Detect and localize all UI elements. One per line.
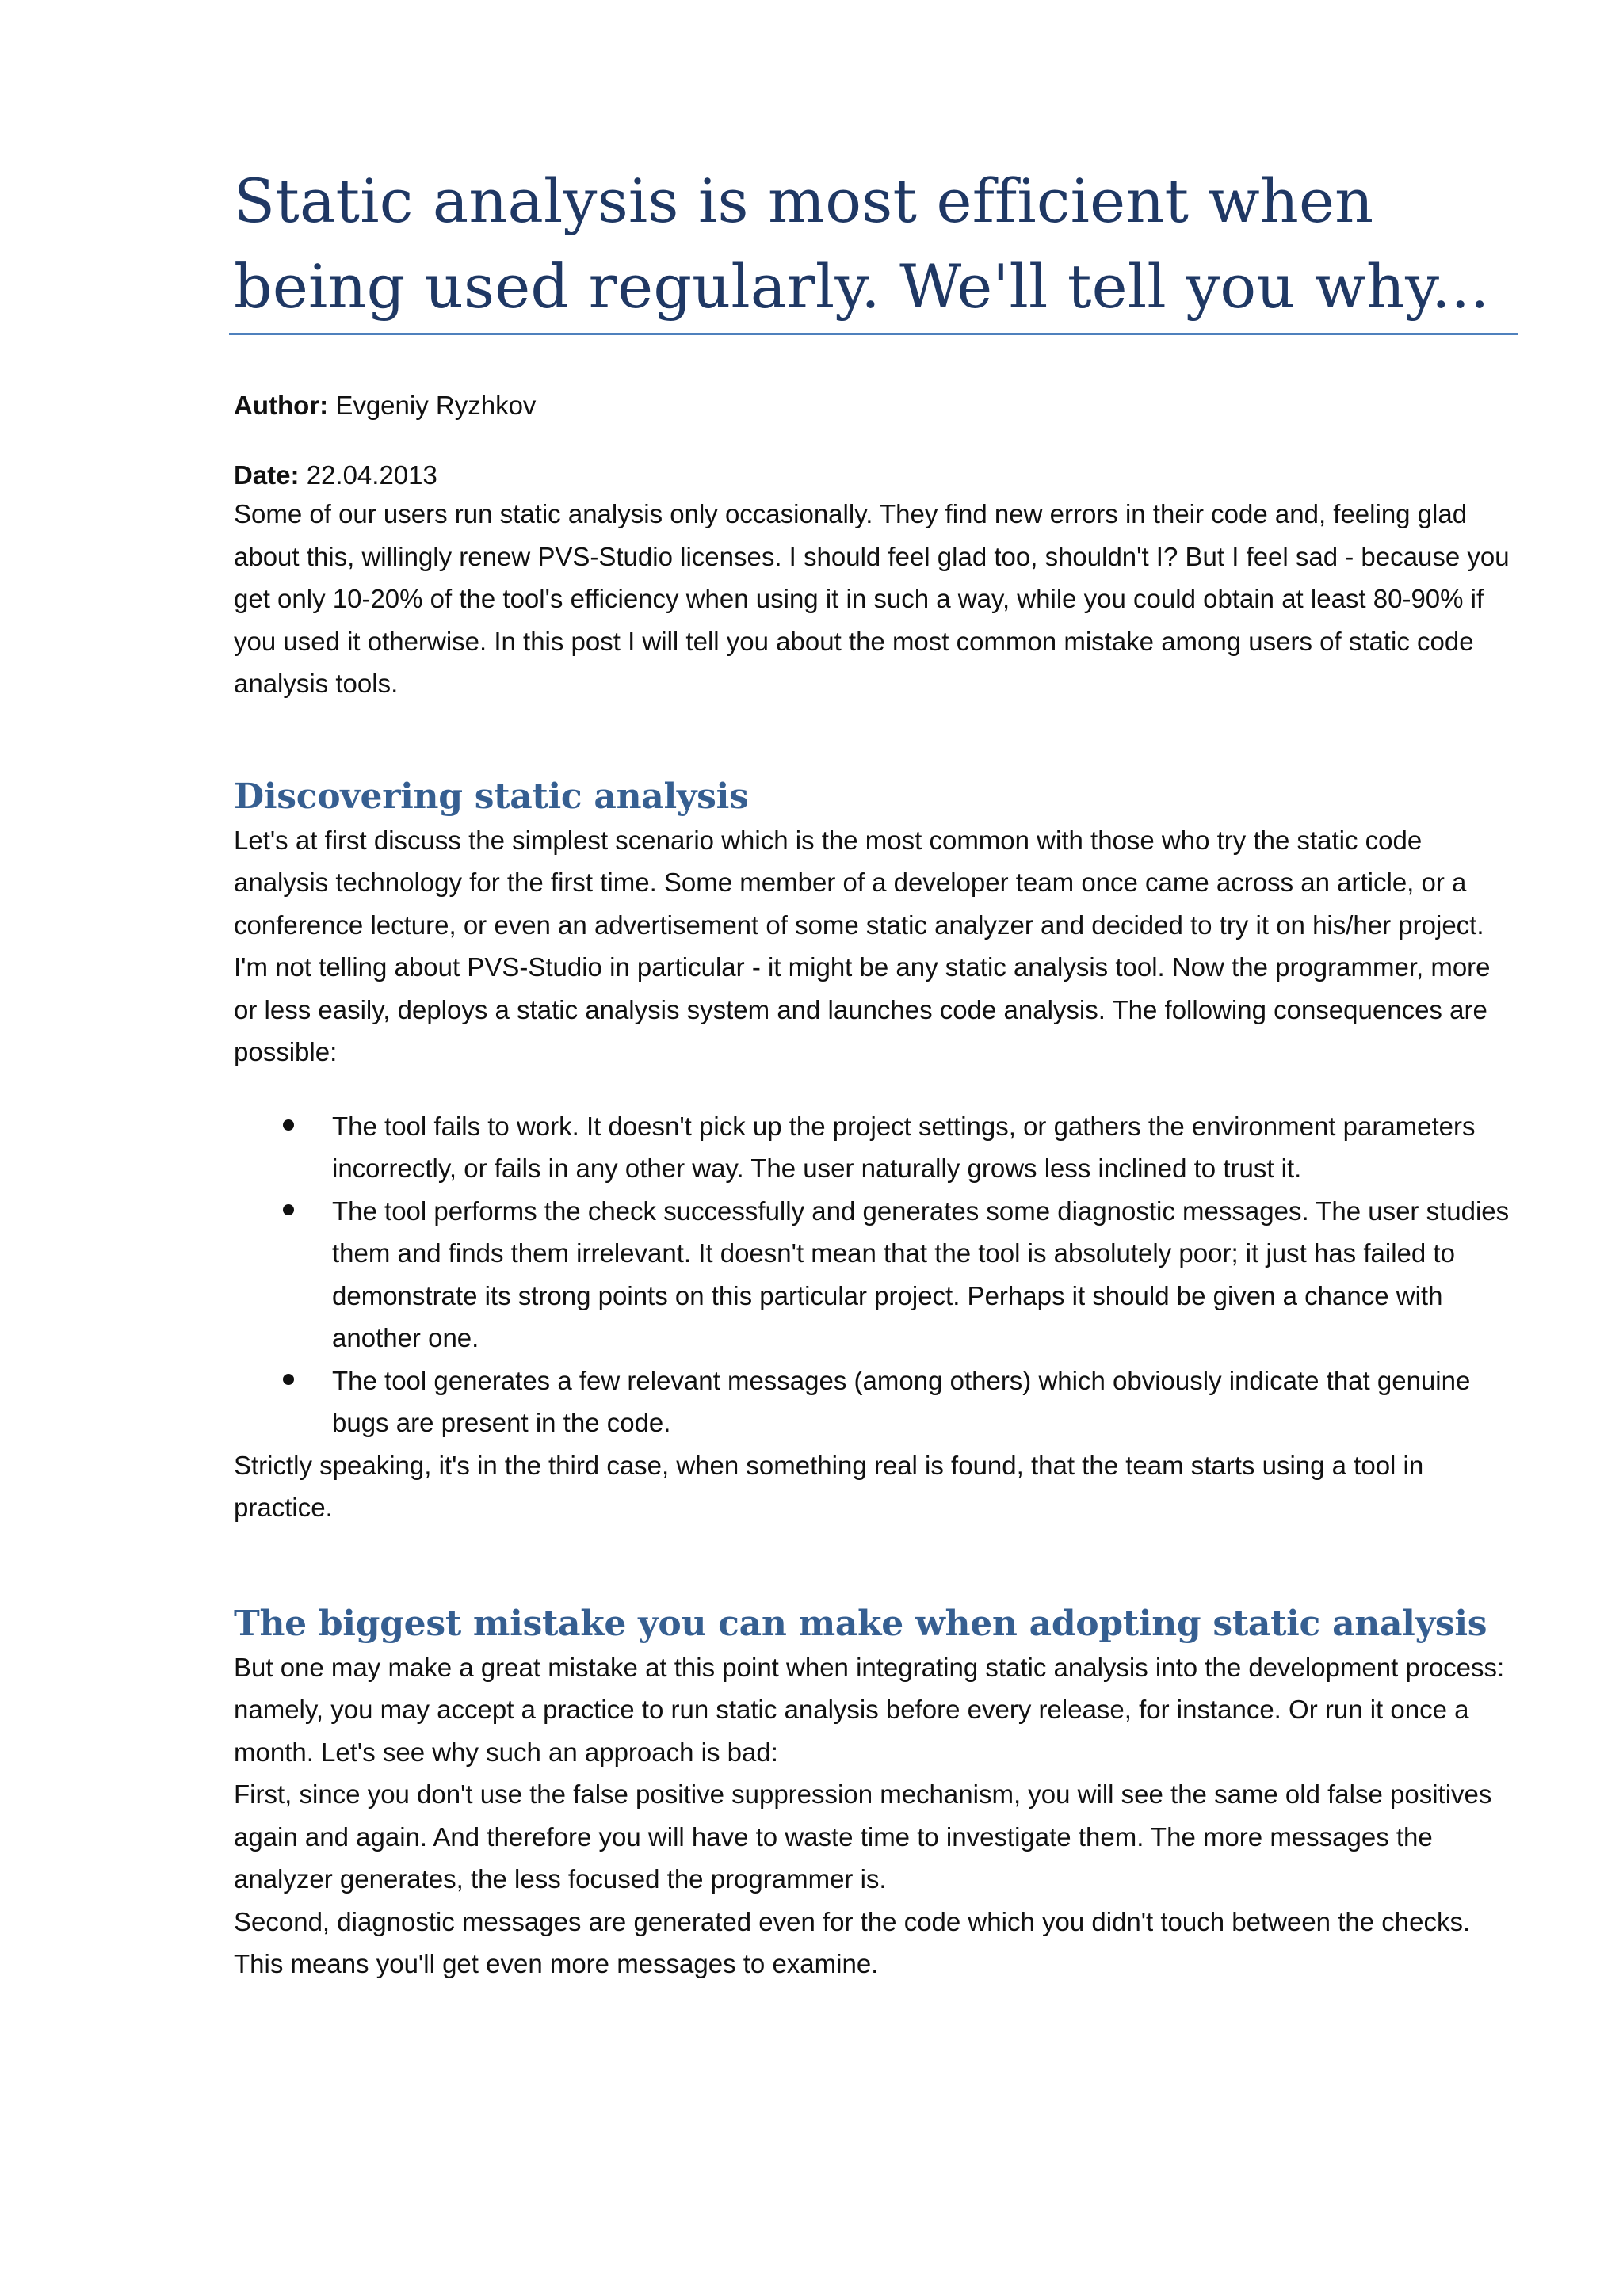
section2-paragraph-3: Second, diagnostic messages are generated even for the code which you didn't touch between the checks. This means you'll get even more messages to examine. [234, 1906, 1471, 1978]
author-line [234, 388, 1518, 423]
bullet-icon [283, 1204, 294, 1215]
consequences-list [234, 1105, 1518, 1444]
section1-closing-paragraph: Strictly speaking, it's in the third case, when something real is found, that the team starts using a tool in practice. [234, 1450, 1424, 1522]
date-line [234, 458, 1518, 493]
date-label: Date: [234, 460, 300, 490]
bullet-icon [283, 1374, 294, 1385]
date-value: 22.04.2013 [306, 460, 437, 490]
section1-paragraph: Let's at first discuss the simplest scenario which is the most common with those who try the static code analysis technology for the first time. Some member of a developer team once came across an article, or a conference lecture, or even an advertisement of some static analyzer and decided to try it on his/her project. I'm not telling about PVS-Studio in particular - it might be any static analysis tool. Now the programmer, more or less easily, deploys a static analysis system and launches code analysis. The following consequences are possible: [234, 825, 1491, 1066]
author-label: Author: [234, 391, 329, 420]
list-item-text: The tool performs the check successfully and generates some diagnostic messages. The user studies them and finds them irrelevant. It doesn't mean that the tool is absolutely poor; it just has failed to demonstrate its strong points on this particular project. Perhaps it should be given a chance with another one. [332, 1196, 1510, 1352]
document-page [234, 158, 1518, 1985]
section-heading-discovering: Discovering static analysis [234, 776, 749, 817]
document-title: Static analysis is most efficient when being used regularly. We'll tell you why... [234, 166, 1490, 322]
intro-paragraph: Some of our users run static analysis only occasionally. They find new errors in their code and, feeling glad about this, willingly renew PVS-Studio licenses. I should feel glad too, shouldn't I? But I feel sad - because you get only 10-20% of the tool's efficiency when using it in such a way, while you could obtain at least 80-90% if you used it otherwise. In this post I will tell you about the most common mistake among users of static code analysis tools. [234, 499, 1510, 698]
list-item [234, 1190, 1518, 1360]
list-item-text: The tool generates a few relevant messages (among others) which obviously indicate that genuine bugs are present in the code. [332, 1365, 1471, 1437]
title-underline [229, 333, 1518, 335]
section-heading-biggest-mistake: The biggest mistake you can make when adopting static analysis [234, 1603, 1487, 1644]
author-name: Evgeniy Ryzhkov [335, 391, 537, 420]
bullet-icon [283, 1119, 294, 1131]
section2-paragraph-1: But one may make a great mistake at this point when integrating static analysis into the development process: namely, you may accept a practice to run static analysis before every release, for instance. Or run it once a month. Let's see why such an approach is bad: [234, 1652, 1505, 1767]
list-item-text: The tool fails to work. It doesn't pick up the project settings, or gathers the environment parameters incorrectly, or fails in any other way. The user naturally grows less inclined to trust it. [332, 1111, 1476, 1183]
list-item [234, 1360, 1518, 1444]
list-item [234, 1105, 1518, 1190]
section2-paragraph-2: First, since you don't use the false positive suppression mechanism, you will see the same old false positives again and again. And therefore you will have to waste time to investigate them. The more messages the analyzer generates, the less focused the programmer is. [234, 1779, 1492, 1894]
